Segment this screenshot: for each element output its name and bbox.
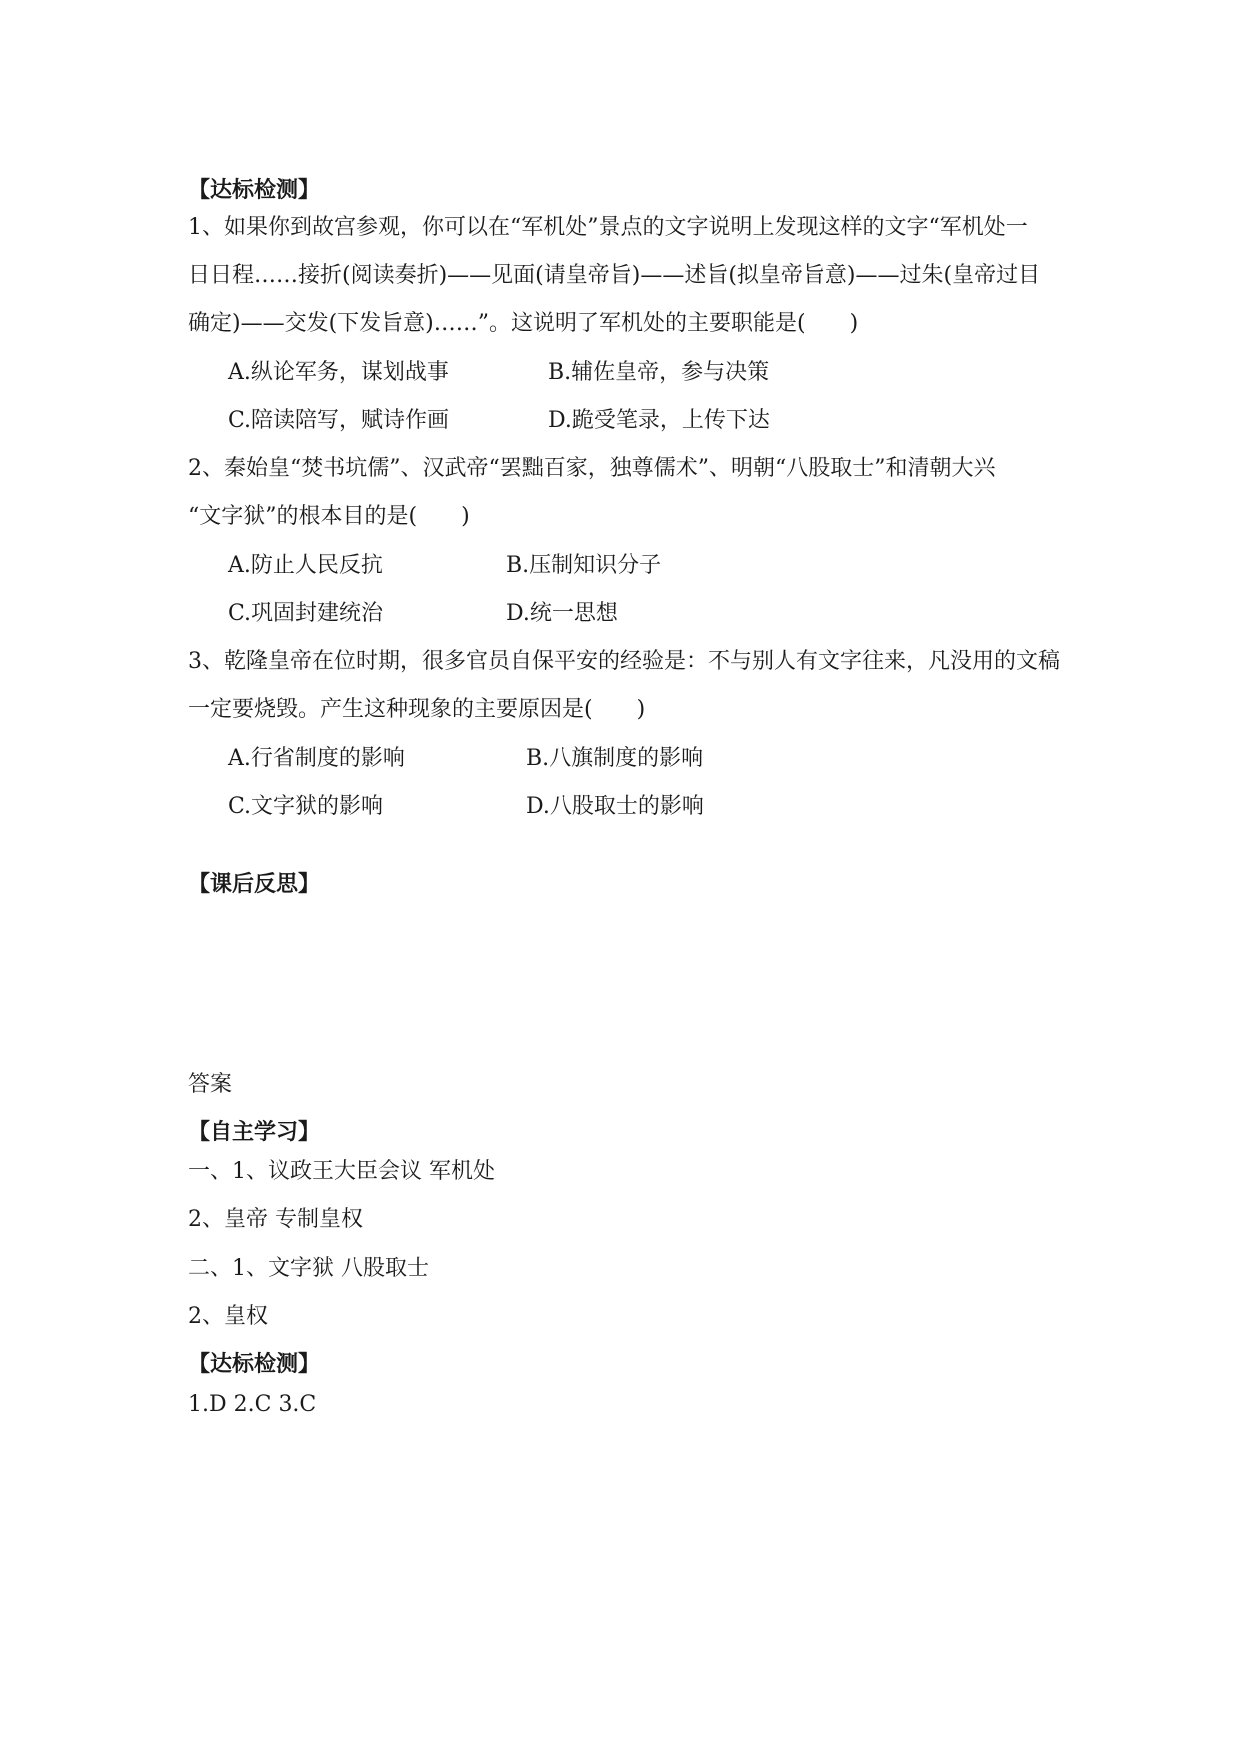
question-1-option-b: B.辅佐皇帝，参与决策 (548, 360, 770, 385)
question-1-option-a: A.纵论军务，谋划战事 (228, 360, 449, 385)
section-heading-self-study: 【自主学习】 (188, 1120, 321, 1145)
question-1-line-2: 日日程……接折(阅读奏折)——见面(请皇帝旨)——述旨(拟皇帝旨意)——过朱(皇帝过目 (188, 263, 1041, 288)
question-2-option-b: B.压制知识分子 (506, 553, 662, 578)
self-study-answer-3: 二、1、文字狱 八股取士 (188, 1256, 429, 1281)
question-2-option-d: D.统一思想 (506, 601, 618, 626)
section-heading-test-answers: 【达标检测】 (188, 1352, 321, 1377)
test-answers: 1.D 2.C 3.C (188, 1392, 317, 1417)
question-3-line-2: 一定要烧毁。产生这种现象的主要原因是( ) (188, 697, 646, 722)
question-2-option-a: A.防止人民反抗 (228, 553, 383, 578)
question-1-line-1: 1、如果你到故宫参观，你可以在“军机处”景点的文字说明上发现这样的文字“军机处一 (188, 215, 1028, 240)
question-3-option-d: D.八股取士的影响 (526, 794, 704, 819)
question-3-option-a: A.行省制度的影响 (228, 746, 405, 771)
self-study-answer-4: 2、皇权 (188, 1304, 268, 1329)
question-2-line-2: “文字狱”的根本目的是( ) (188, 504, 470, 529)
section-heading-reflection: 【课后反思】 (188, 872, 321, 897)
self-study-answer-1: 一、1、议政王大臣会议 军机处 (188, 1159, 495, 1184)
question-1-line-3: 确定)——交发(下发旨意)……”。这说明了军机处的主要职能是( ) (188, 311, 859, 336)
answers-title: 答案 (188, 1072, 233, 1097)
question-2-line-1: 2、秦始皇“焚书坑儒”、汉武帝“罢黜百家，独尊儒术”、明朝“八股取士”和清朝大兴 (188, 456, 996, 481)
question-3-option-c: C.文字狱的影响 (228, 794, 384, 819)
question-1-option-c: C.陪读陪写，赋诗作画 (228, 408, 450, 433)
question-2-option-c: C.巩固封建统治 (228, 601, 384, 626)
self-study-answer-2: 2、皇帝 专制皇权 (188, 1207, 363, 1232)
question-3-line-1: 3、乾隆皇帝在位时期，很多官员自保平安的经验是：不与别人有文字往来，凡没用的文稿 (188, 649, 1061, 674)
question-3-option-b: B.八旗制度的影响 (526, 746, 704, 771)
section-heading-test: 【达标检测】 (188, 178, 321, 203)
question-1-option-d: D.跪受笔录，上传下达 (548, 408, 770, 433)
